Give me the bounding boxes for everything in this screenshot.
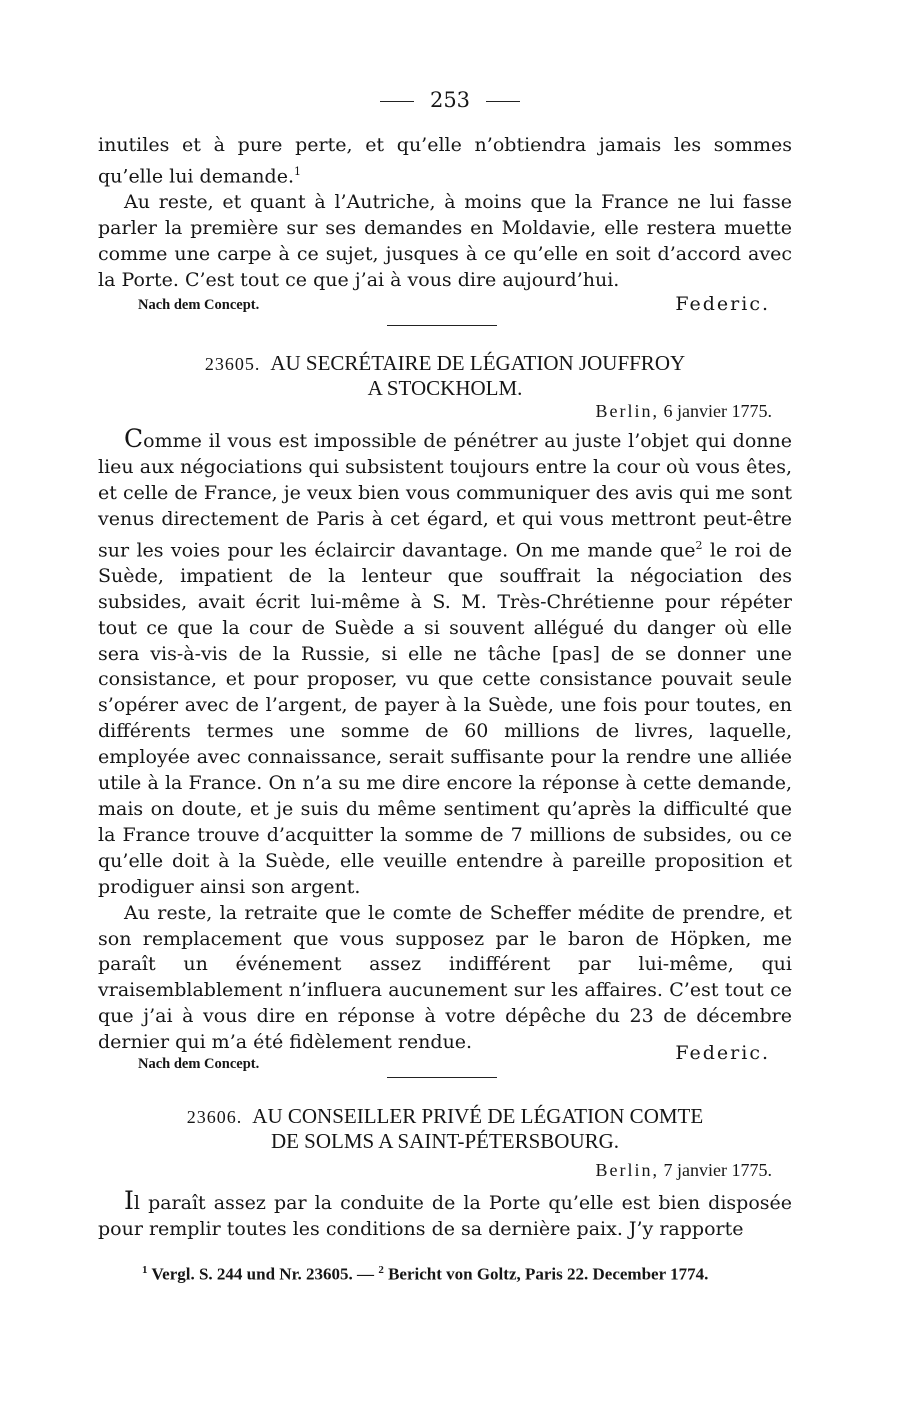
page-number-dash-left <box>380 101 414 102</box>
letter-1-addressee: AU SECRÉTAIRE DE LÉGATION JOUFFROY <box>270 351 686 375</box>
letter-1-place: Berlin, <box>595 401 660 421</box>
letter-1-dateline <box>596 401 772 422</box>
letter-2-paragraph-1 <box>98 1188 792 1243</box>
letter-1-paragraph-1 <box>98 426 792 901</box>
letter-1-date: 6 janvier 1775. <box>663 401 772 421</box>
letter-1-source-note: Nach dem Concept. <box>138 1056 260 1072</box>
letter-1-initial: C <box>124 424 144 453</box>
letter-2-date: 7 janvier 1775. <box>663 1160 772 1180</box>
intro-signature: Federic. <box>675 293 770 315</box>
section-divider-2 <box>387 1077 497 1078</box>
footnotes <box>142 1264 790 1285</box>
letter-2-heading-line-2: DE SOLMS A SAINT-PÉTERSBOURG. <box>270 1129 620 1153</box>
letter-1-p1-part-b: le roi de Suède, impatient de la lenteur que souffrait la négociation des subsides, avait écrit lui-même à S. M. Très-Chrétienne pour répéter tout ce que la cour de Suède a si souvent allégué du danger où elle sera vis-à-vis de la Russie, si elle ne tâche [pas] de se donner une consistance, et pour proposer, vu que cette consistance pouvait seule s’opérer avec de l’argent, de payer à la Suède, une fois pour toutes, en différents termes une somme de 60 millions de livres, laquelle, employée avec connaissance, serait suffisante pour la rendre une alliée utile à la France. On n’a su me dire encore la réponse à cette demande, mais on doute, et je suis du même sentiment qu’après la difficulté que la France trouve d’acquitter la somme de 7 millions de subsides, ou ce qu’elle doit à la Suède, elle veuille entendre à pareille proposition et prodiguer ainsi son argent. <box>98 538 792 898</box>
letter-1-p1-part-a: omme il vous est impossible de pénétrer au juste l’objet qui donne lieu aux négociations qui subsistent toujours entre la cour où vous êtes, et celle de France, je veux bien vous communiquer des avis qui me sont venus directement de Paris à cet égard, et qui vous mettront peut-être sur les voies pour les éclaircir davantage. On me mande que <box>98 430 792 561</box>
letter-2-p1-text: l paraît assez par la conduite de la Porte qu’elle est bien disposée pour remplir toutes les conditions de sa dernière paix. J’y rapporte <box>98 1192 792 1240</box>
letter-1-heading-line-1 <box>98 351 792 376</box>
intro-p1-text: inutiles et à pure perte, et qu’elle n’obtiendra jamais les sommes qu’elle lui demande. <box>98 134 792 188</box>
footnote-ref-2: 2 <box>695 538 703 552</box>
letter-2-number: 23606. <box>186 1107 243 1127</box>
intro-source-note: Nach dem Concept. <box>138 297 260 313</box>
letter-1-paragraph-2: Au reste, la retraite que le comte de Scheffer médite de prendre, et son remplacement que vous supposez par le baron de Höpken, me paraît un événement assez indifférent par lui-même, qui vraisemblablement n’influera aucunement sur les affaires. C’est tout ce que j’ai à vous dire en réponse à votre dépêche du 23 de décembre dernier qui m’a été fidèlement rendue. <box>98 901 792 1054</box>
page-number-text: 253 <box>429 88 471 112</box>
page-number-dash-right <box>486 101 520 102</box>
letter-2-initial: I <box>124 1186 134 1215</box>
footnote-ref-1: 1 <box>293 164 301 178</box>
letter-1-heading-line-2: A STOCKHOLM. <box>367 376 523 400</box>
letter-2-dateline <box>596 1160 772 1181</box>
letter-2-body <box>98 1188 792 1243</box>
page-number <box>0 88 900 112</box>
letter-2-addressee: AU CONSEILLER PRIVÉ DE LÉGATION COMTE <box>252 1104 704 1128</box>
intro-paragraph-1 <box>98 133 792 190</box>
section-divider-1 <box>387 325 497 326</box>
intro-paragraph-2: Au reste, et quant à l’Autriche, à moins que la France ne lui fasse parler la première sur ses demandes en Moldavie, elle restera muette comme une carpe à ce sujet, jusques à ce qu’elle en soit d’accord avec la Porte. C’est tout ce que j’ai à vous dire aujourd’hui. <box>98 191 792 291</box>
letter-1-heading <box>98 351 792 400</box>
letter-1-closing <box>138 1042 770 1073</box>
intro-text <box>98 133 792 294</box>
footnote-1-text: Vergl. S. 244 und Nr. 23605. — <box>147 1264 379 1284</box>
letter-1-number: 23605. <box>204 354 261 374</box>
footnote-2-mark: 2 <box>378 1264 384 1276</box>
letter-1-signature: Federic. <box>675 1042 770 1064</box>
letter-1-body <box>98 426 792 1056</box>
footnote-1-mark: 1 <box>142 1264 148 1276</box>
intro-closing <box>138 293 770 315</box>
letter-2-place: Berlin, <box>595 1160 660 1180</box>
letter-2-heading <box>98 1104 792 1153</box>
footnote-2-text: Bericht von Goltz, Paris 22. December 1774. <box>383 1264 709 1284</box>
letter-2-heading-line-1 <box>98 1104 792 1129</box>
